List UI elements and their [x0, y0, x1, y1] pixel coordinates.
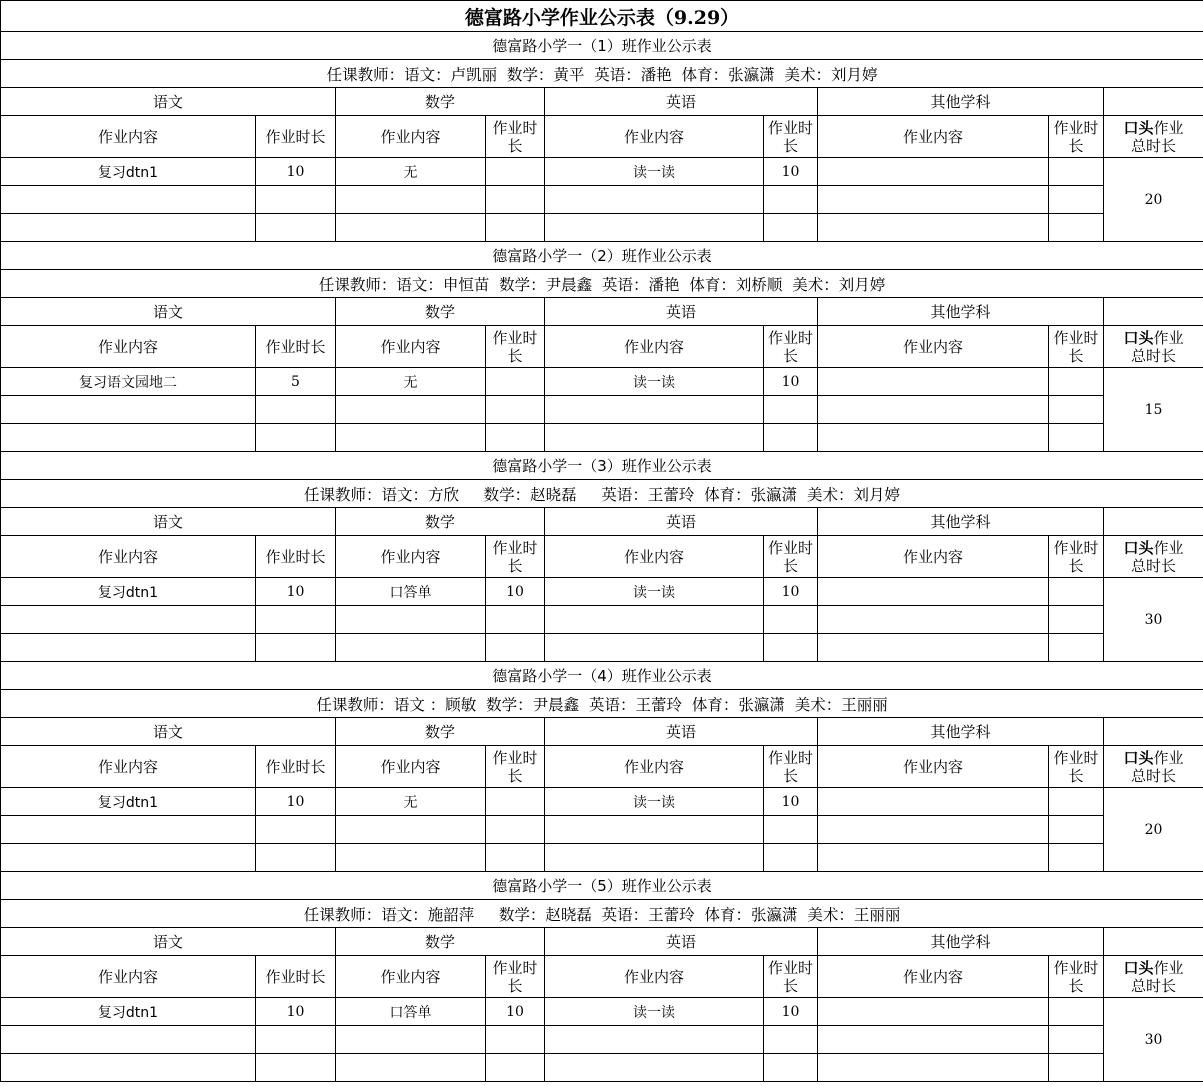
math-duration-cell [486, 606, 545, 634]
other-content-cell [818, 214, 1049, 242]
content-header: 作业内容 [336, 326, 486, 368]
duration-header-line1: 作业时 [492, 958, 538, 977]
oral-total-header [1104, 536, 1203, 578]
duration-header-wrapped [1049, 116, 1104, 158]
math-content-cell [336, 1026, 486, 1054]
other-content-cell [818, 368, 1049, 396]
other-content-cell [818, 186, 1049, 214]
content-header: 作业内容 [818, 536, 1049, 578]
english-content-cell: 读一读 [545, 788, 764, 816]
class-title: 德富路小学一（3）班作业公示表 [1, 452, 1203, 480]
other-content-cell [818, 788, 1049, 816]
math-duration-cell [486, 1026, 545, 1054]
english-content-cell: 读一读 [545, 578, 764, 606]
table-row [1, 368, 1203, 396]
duration-header-line2: 长 [1068, 556, 1084, 575]
duration-header-wrapped [486, 536, 545, 578]
total-duration-value: 30 [1104, 578, 1203, 662]
class-title: 德富路小学一（1）班作业公示表 [1, 32, 1203, 60]
oral-label: 口头 [1123, 748, 1154, 767]
total-duration-label: 总时长 [1131, 976, 1177, 995]
content-header: 作业内容 [336, 956, 486, 998]
chinese-duration-cell: 10 [256, 788, 336, 816]
table-row [1, 844, 1203, 872]
oral-label: 口头 [1123, 328, 1154, 347]
english-content-cell [545, 606, 764, 634]
math-content-cell: 口答单 [336, 998, 486, 1026]
subject-header-row [1, 88, 1203, 116]
chinese-duration-cell: 10 [256, 158, 336, 186]
duration-header-wrapped [1049, 326, 1104, 368]
math-content-cell: 无 [336, 158, 486, 186]
english-duration-cell [764, 606, 818, 634]
other-duration-cell [1049, 844, 1104, 872]
subject-english: 英语 [545, 718, 818, 746]
subject-blank [1104, 928, 1203, 956]
math-duration-cell [486, 368, 545, 396]
subject-other: 其他学科 [818, 718, 1104, 746]
class-title: 德富路小学一（4）班作业公示表 [1, 662, 1203, 690]
oral-label-rest: 作业 [1153, 328, 1184, 347]
duration-header-line2: 长 [1068, 136, 1084, 155]
duration-header-line2: 长 [782, 346, 798, 365]
duration-header-line1: 作业时 [492, 118, 538, 137]
column-header-row [1, 116, 1203, 158]
oral-label-rest: 作业 [1153, 958, 1184, 977]
content-header: 作业内容 [1, 536, 256, 578]
duration-header-line2: 长 [782, 976, 798, 995]
other-duration-cell [1049, 186, 1104, 214]
duration-header: 作业时长 [256, 956, 336, 998]
other-duration-cell [1049, 606, 1104, 634]
duration-header-line1: 作业时 [1053, 748, 1099, 767]
english-content-cell [545, 816, 764, 844]
teachers-info: 任课教师：语文：卢凯丽 数学：黄平 英语：潘艳 体育：张瀛潇 美术：刘月婷 [1, 60, 1203, 88]
chinese-duration-cell [256, 634, 336, 662]
other-content-cell [818, 578, 1049, 606]
duration-header-line1: 作业时 [1053, 958, 1099, 977]
teachers-info: 任课教师：语文：方欣 数学：赵晓磊 英语：王蕾玲 体育：张瀛潇 美术：刘月婷 [1, 480, 1203, 508]
oral-label: 口头 [1123, 958, 1154, 977]
table-row [1, 1054, 1203, 1082]
chinese-content-cell: 复习dtn1 [1, 998, 256, 1026]
class-title-row [1, 662, 1203, 690]
table-row [1, 578, 1203, 606]
english-duration-cell [764, 186, 818, 214]
chinese-content-cell [1, 214, 256, 242]
duration-header-line2: 长 [782, 136, 798, 155]
duration-header-line1: 作业时 [492, 328, 538, 347]
subject-math: 数学 [336, 508, 545, 536]
english-content-cell [545, 1026, 764, 1054]
subject-blank [1104, 508, 1203, 536]
duration-header-line1: 作业时 [492, 748, 538, 767]
duration-header-wrapped [1049, 956, 1104, 998]
duration-header-wrapped [764, 746, 818, 788]
oral-label-rest: 作业 [1153, 538, 1184, 557]
math-content-cell [336, 606, 486, 634]
oral-label: 口头 [1123, 118, 1154, 137]
content-header: 作业内容 [545, 536, 764, 578]
chinese-content-cell [1, 424, 256, 452]
teachers-info: 任课教师：语文 ：顾敏 数学：尹晨鑫 英语：王蕾玲 体育：张瀛潇 美术：王丽丽 [1, 690, 1203, 718]
table-row [1, 186, 1203, 214]
teachers-row [1, 690, 1203, 718]
english-content-cell: 读一读 [545, 158, 764, 186]
other-duration-cell [1049, 788, 1104, 816]
subject-english: 英语 [545, 298, 818, 326]
english-duration-cell: 10 [764, 578, 818, 606]
other-content-cell [818, 634, 1049, 662]
oral-total-header [1104, 326, 1203, 368]
math-content-cell [336, 844, 486, 872]
subject-other: 其他学科 [818, 298, 1104, 326]
english-duration-cell [764, 816, 818, 844]
duration-header-line1: 作业时 [767, 118, 813, 137]
duration-header-line1: 作业时 [1053, 118, 1099, 137]
english-duration-cell: 10 [764, 998, 818, 1026]
other-duration-cell [1049, 998, 1104, 1026]
content-header: 作业内容 [1, 746, 256, 788]
content-header: 作业内容 [545, 956, 764, 998]
table-row [1, 816, 1203, 844]
duration-header: 作业时长 [256, 536, 336, 578]
duration-header-wrapped [1049, 536, 1104, 578]
duration-header-line1: 作业时 [767, 328, 813, 347]
chinese-content-cell: 复习dtn1 [1, 578, 256, 606]
subject-chinese: 语文 [1, 928, 336, 956]
total-duration-value: 30 [1104, 998, 1203, 1082]
subject-chinese: 语文 [1, 298, 336, 326]
class-title-row [1, 872, 1203, 900]
chinese-duration-cell [256, 816, 336, 844]
duration-header-line2: 长 [782, 556, 798, 575]
oral-total-header [1104, 116, 1203, 158]
chinese-duration-cell [256, 424, 336, 452]
other-duration-cell [1049, 1054, 1104, 1082]
content-header: 作业内容 [818, 956, 1049, 998]
duration-header-wrapped [486, 326, 545, 368]
content-header: 作业内容 [1, 326, 256, 368]
duration-header-line1: 作业时 [1053, 328, 1099, 347]
chinese-content-cell [1, 396, 256, 424]
subject-blank [1104, 88, 1203, 116]
oral-label: 口头 [1123, 538, 1154, 557]
math-duration-cell: 10 [486, 578, 545, 606]
total-duration-label: 总时长 [1131, 346, 1177, 365]
english-content-cell [545, 396, 764, 424]
chinese-content-cell [1, 1054, 256, 1082]
content-header: 作业内容 [818, 326, 1049, 368]
subject-blank [1104, 298, 1203, 326]
content-header: 作业内容 [545, 326, 764, 368]
math-duration-cell [486, 844, 545, 872]
content-header: 作业内容 [545, 746, 764, 788]
subject-chinese: 语文 [1, 88, 336, 116]
column-header-row [1, 746, 1203, 788]
class-title-row [1, 32, 1203, 60]
content-header: 作业内容 [1, 956, 256, 998]
chinese-duration-cell [256, 396, 336, 424]
other-content-cell [818, 606, 1049, 634]
subject-header-row [1, 928, 1203, 956]
teachers-info: 任课教师：语文：申恒苗 数学：尹晨鑫 英语：潘艳 体育：刘桥顺 美术：刘月婷 [1, 270, 1203, 298]
english-content-cell [545, 214, 764, 242]
duration-header-line2: 长 [507, 136, 523, 155]
chinese-duration-cell [256, 1054, 336, 1082]
math-content-cell [336, 634, 486, 662]
duration-header-line1: 作业时 [1053, 538, 1099, 557]
chinese-duration-cell: 10 [256, 578, 336, 606]
math-content-cell: 无 [336, 368, 486, 396]
english-duration-cell [764, 634, 818, 662]
duration-header-wrapped [1049, 746, 1104, 788]
chinese-content-cell [1, 844, 256, 872]
duration-header-line2: 长 [1068, 766, 1084, 785]
subject-blank [1104, 718, 1203, 746]
duration-header-wrapped [764, 116, 818, 158]
duration-header-wrapped [764, 326, 818, 368]
column-header-row [1, 956, 1203, 998]
total-duration-value: 20 [1104, 158, 1203, 242]
class-title-row [1, 242, 1203, 270]
teachers-row [1, 270, 1203, 298]
oral-total-header [1104, 956, 1203, 998]
math-duration-cell [486, 634, 545, 662]
subject-math: 数学 [336, 298, 545, 326]
duration-header-wrapped [486, 746, 545, 788]
english-duration-cell [764, 214, 818, 242]
math-duration-cell [486, 158, 545, 186]
math-duration-cell [486, 788, 545, 816]
chinese-content-cell: 复习语文园地二 [1, 368, 256, 396]
math-content-cell [336, 214, 486, 242]
english-content-cell [545, 1054, 764, 1082]
subject-english: 英语 [545, 928, 818, 956]
duration-header-wrapped [764, 536, 818, 578]
table-row [1, 788, 1203, 816]
total-duration-value: 20 [1104, 788, 1203, 872]
total-duration-label: 总时长 [1131, 766, 1177, 785]
math-content-cell [336, 186, 486, 214]
chinese-duration-cell [256, 186, 336, 214]
chinese-content-cell [1, 816, 256, 844]
table-row [1, 998, 1203, 1026]
column-header-row [1, 326, 1203, 368]
subject-other: 其他学科 [818, 508, 1104, 536]
subject-chinese: 语文 [1, 508, 336, 536]
subject-other: 其他学科 [818, 88, 1104, 116]
english-duration-cell [764, 844, 818, 872]
chinese-content-cell [1, 1026, 256, 1054]
subject-english: 英语 [545, 508, 818, 536]
subject-header-row [1, 718, 1203, 746]
duration-header-wrapped [764, 956, 818, 998]
other-duration-cell [1049, 816, 1104, 844]
subject-english: 英语 [545, 88, 818, 116]
other-content-cell [818, 1026, 1049, 1054]
other-duration-cell [1049, 368, 1104, 396]
english-duration-cell [764, 1026, 818, 1054]
chinese-content-cell [1, 606, 256, 634]
other-content-cell [818, 844, 1049, 872]
teachers-row [1, 900, 1203, 928]
duration-header-wrapped [486, 116, 545, 158]
chinese-duration-cell [256, 844, 336, 872]
class-title-row [1, 452, 1203, 480]
math-duration-cell [486, 1054, 545, 1082]
duration-header-line2: 长 [782, 766, 798, 785]
total-duration-value: 15 [1104, 368, 1203, 452]
duration-header: 作业时长 [256, 746, 336, 788]
english-duration-cell [764, 396, 818, 424]
class-title: 德富路小学一（2）班作业公示表 [1, 242, 1203, 270]
chinese-content-cell [1, 186, 256, 214]
chinese-duration-cell [256, 606, 336, 634]
duration-header-line1: 作业时 [767, 748, 813, 767]
math-duration-cell [486, 396, 545, 424]
other-duration-cell [1049, 158, 1104, 186]
duration-header-wrapped [486, 956, 545, 998]
english-duration-cell [764, 1054, 818, 1082]
total-duration-label: 总时长 [1131, 136, 1177, 155]
english-content-cell [545, 844, 764, 872]
chinese-duration-cell: 10 [256, 998, 336, 1026]
content-header: 作业内容 [336, 536, 486, 578]
duration-header-line2: 长 [1068, 976, 1084, 995]
english-content-cell [545, 634, 764, 662]
math-content-cell: 口答单 [336, 578, 486, 606]
english-content-cell: 读一读 [545, 368, 764, 396]
oral-total-header [1104, 746, 1203, 788]
subject-header-row [1, 298, 1203, 326]
other-content-cell [818, 424, 1049, 452]
math-content-cell [336, 816, 486, 844]
chinese-duration-cell [256, 1026, 336, 1054]
other-duration-cell [1049, 214, 1104, 242]
english-duration-cell: 10 [764, 368, 818, 396]
duration-header-line2: 长 [507, 976, 523, 995]
math-content-cell [336, 424, 486, 452]
teachers-info: 任课教师：语文：施韶萍 数学：赵晓磊 英语：王蕾玲 体育：张瀛潇 美术：王丽丽 [1, 900, 1203, 928]
chinese-content-cell: 复习dtn1 [1, 158, 256, 186]
chinese-duration-cell: 5 [256, 368, 336, 396]
oral-label-rest: 作业 [1153, 118, 1184, 137]
subject-header-row [1, 508, 1203, 536]
math-duration-cell [486, 816, 545, 844]
table-row [1, 424, 1203, 452]
duration-header-line2: 长 [1068, 346, 1084, 365]
duration-header-line2: 长 [507, 556, 523, 575]
english-duration-cell: 10 [764, 788, 818, 816]
table-row [1, 634, 1203, 662]
duration-header-line1: 作业时 [492, 538, 538, 557]
teachers-row [1, 60, 1203, 88]
subject-math: 数学 [336, 928, 545, 956]
chinese-duration-cell [256, 214, 336, 242]
other-content-cell [818, 158, 1049, 186]
class-title: 德富路小学一（5）班作业公示表 [1, 872, 1203, 900]
english-content-cell: 读一读 [545, 998, 764, 1026]
math-duration-cell [486, 214, 545, 242]
duration-header: 作业时长 [256, 326, 336, 368]
english-duration-cell [764, 424, 818, 452]
table-row [1, 158, 1203, 186]
content-header: 作业内容 [545, 116, 764, 158]
math-content-cell [336, 396, 486, 424]
subject-math: 数学 [336, 88, 545, 116]
table-row [1, 1026, 1203, 1054]
page-title: 德富路小学作业公示表（9.29） [1, 1, 1203, 32]
subject-chinese: 语文 [1, 718, 336, 746]
english-content-cell [545, 186, 764, 214]
duration-header: 作业时长 [256, 116, 336, 158]
content-header: 作业内容 [336, 746, 486, 788]
other-content-cell [818, 998, 1049, 1026]
column-header-row [1, 536, 1203, 578]
content-header: 作业内容 [1, 116, 256, 158]
math-duration-cell: 10 [486, 998, 545, 1026]
other-duration-cell [1049, 1026, 1104, 1054]
math-duration-cell [486, 186, 545, 214]
table-row [1, 396, 1203, 424]
subject-other: 其他学科 [818, 928, 1104, 956]
total-duration-label: 总时长 [1131, 556, 1177, 575]
content-header: 作业内容 [818, 116, 1049, 158]
other-content-cell [818, 1054, 1049, 1082]
other-duration-cell [1049, 396, 1104, 424]
other-content-cell [818, 396, 1049, 424]
chinese-content-cell [1, 634, 256, 662]
math-content-cell [336, 1054, 486, 1082]
english-content-cell [545, 424, 764, 452]
oral-label-rest: 作业 [1153, 748, 1184, 767]
table-row [1, 214, 1203, 242]
duration-header-line1: 作业时 [767, 958, 813, 977]
english-duration-cell: 10 [764, 158, 818, 186]
subject-math: 数学 [336, 718, 545, 746]
duration-header-line2: 长 [507, 346, 523, 365]
table-row [1, 606, 1203, 634]
math-duration-cell [486, 424, 545, 452]
content-header: 作业内容 [818, 746, 1049, 788]
duration-header-line1: 作业时 [767, 538, 813, 557]
other-content-cell [818, 816, 1049, 844]
duration-header-line2: 长 [507, 766, 523, 785]
content-header: 作业内容 [336, 116, 486, 158]
other-duration-cell [1049, 634, 1104, 662]
teachers-row [1, 480, 1203, 508]
other-duration-cell [1049, 424, 1104, 452]
chinese-content-cell: 复习dtn1 [1, 788, 256, 816]
other-duration-cell [1049, 578, 1104, 606]
math-content-cell: 无 [336, 788, 486, 816]
